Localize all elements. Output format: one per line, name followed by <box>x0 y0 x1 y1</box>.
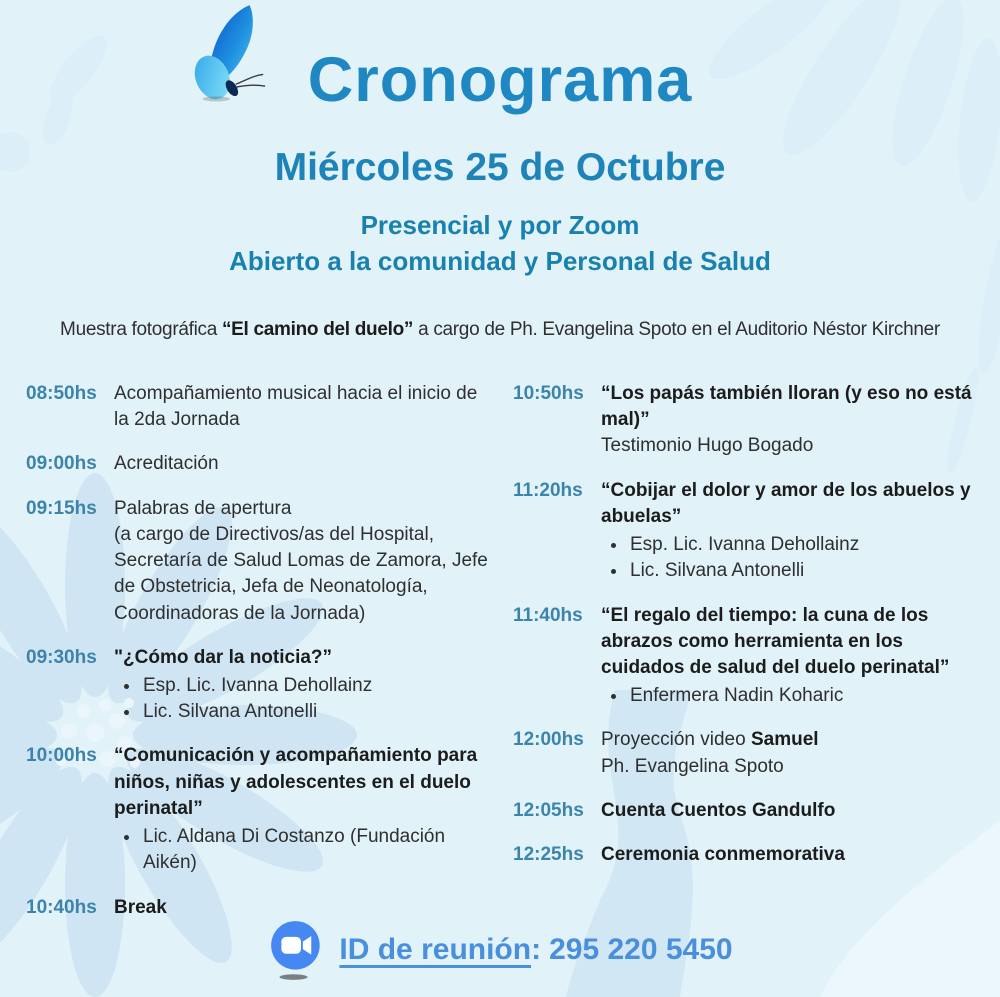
schedule-column-right <box>513 381 982 939</box>
event-speakers <box>628 683 982 709</box>
subtitle-modality: Presencial y por Zoom <box>360 210 640 240</box>
event-time: 12:25hs <box>513 844 584 866</box>
zoom-video-icon <box>267 917 323 983</box>
event-line: (a cargo de Directivos/as del Hospital, Secretaría de Salud Lomas de Zamora, Jefe de Obstetricia, Jefa de Neonatología, Coordinadoras de la Jornada) <box>114 523 488 624</box>
intro-prefix: Muestra fotográfica <box>60 319 222 340</box>
event-title-bold: “El regalo del tiempo: la cuna de los abrazos como herramienta en los cuidados de salud del duelo perinatal” <box>601 604 950 678</box>
event-title-bold: Ceremonia conmemorativa <box>601 844 845 866</box>
event-time: 10:00hs <box>26 745 97 767</box>
event-time: 10:50hs <box>513 383 584 404</box>
header <box>0 0 1000 277</box>
event-content <box>114 381 495 433</box>
butterfly-image <box>183 2 271 102</box>
event-main <box>114 451 495 477</box>
schedule-event <box>26 743 495 876</box>
schedule-event <box>26 496 495 627</box>
schedule-event <box>26 645 495 726</box>
speaker-item: • Lic. Silvana Antonelli <box>628 558 982 584</box>
event-title-bold: “Cobijar el dolor y amor de los abuelos y abuelas” <box>601 479 971 527</box>
event-content <box>114 743 495 876</box>
event-main <box>601 727 982 753</box>
event-main <box>601 603 982 682</box>
event-main <box>601 478 982 530</box>
event-title-bold: Samuel <box>750 729 819 751</box>
event-main <box>114 381 495 433</box>
page-title: Cronograma <box>307 45 693 115</box>
schedule-event <box>513 478 982 585</box>
speaker-item: • Lic. Aldana Di Costanzo (Fundación Aikén) <box>141 824 495 876</box>
event-content <box>114 496 495 627</box>
event-speakers <box>141 673 495 725</box>
event-main <box>114 496 495 522</box>
subtitle-audience: Abierto a la comunidad y Personal de Salud <box>229 246 771 276</box>
event-content <box>601 381 982 460</box>
intro-title-bold: “El camino del duelo” <box>221 319 414 340</box>
schedule-event <box>513 798 982 824</box>
speaker-item: • Esp. Lic. Ivanna Dehollainz <box>628 532 982 558</box>
event-time: 11:40hs <box>513 604 583 626</box>
event-content <box>601 842 982 868</box>
intro-line <box>0 319 1000 341</box>
schedule-event <box>513 381 982 460</box>
event-title-bold: “Los papás también lloran (y eso no está mal)” <box>601 383 972 431</box>
schedule-event <box>513 727 982 779</box>
event-title-bold: “Comunicación y acompañamiento para niños, niñas y adolescentes en el duelo perinatal” <box>114 745 478 819</box>
schedule <box>0 381 1000 939</box>
event-time: 10:40hs <box>26 896 97 918</box>
meeting-id-link[interactable]: ID de reunión <box>339 933 532 966</box>
event-main <box>601 798 982 824</box>
meeting-id-line <box>339 933 732 967</box>
intro-suffix: a cargo de Ph. Evangelina Spoto en el Auditorio Néstor Kirchner <box>413 319 940 340</box>
event-content <box>114 645 495 726</box>
event-main <box>114 743 495 822</box>
event-time: 09:15hs <box>26 497 97 519</box>
meeting-id-colon: : <box>531 933 542 966</box>
schedule-event <box>513 842 982 868</box>
event-content <box>601 603 982 710</box>
event-main <box>601 842 982 868</box>
schedule-event <box>513 603 982 710</box>
event-text: Proyección video <box>601 729 751 751</box>
event-content <box>601 727 982 779</box>
event-time: 09:30hs <box>26 646 97 668</box>
speaker-item: • Enfermera Nadin Koharic <box>628 683 982 709</box>
event-content <box>601 478 982 585</box>
schedule-column-left <box>26 381 495 939</box>
event-time: 11:20hs <box>513 479 583 501</box>
event-time: 08:50hs <box>26 383 97 404</box>
event-time: 12:05hs <box>513 799 584 821</box>
event-title-bold: "¿Cómo dar la noticia?” <box>114 646 333 668</box>
event-line: Ph. Evangelina Spoto <box>601 755 784 777</box>
speaker-item: • Esp. Lic. Ivanna Dehollainz <box>141 673 495 699</box>
event-title-bold: Break <box>114 896 167 918</box>
event-text: Palabras de apertura <box>114 497 292 519</box>
schedule-event <box>26 381 495 433</box>
meeting-id-value: 295 220 5450 <box>549 933 733 966</box>
event-date: Miércoles 25 de Octubre <box>274 146 726 189</box>
event-speakers <box>628 532 982 584</box>
event-main <box>114 645 495 671</box>
event-time: 12:00hs <box>513 729 584 751</box>
footer <box>267 917 732 983</box>
event-content <box>114 451 495 477</box>
event-content <box>601 798 982 824</box>
event-text: Acreditación <box>114 453 219 475</box>
event-time: 09:00hs <box>26 453 97 475</box>
event-title-bold: Cuenta Cuentos Gandulfo <box>601 799 836 821</box>
speaker-item: • Lic. Silvana Antonelli <box>141 699 495 725</box>
event-main <box>601 381 982 433</box>
event-text: Acompañamiento musical hacia el inicio de la 2da Jornada <box>114 383 478 431</box>
zoom-icon-shadow <box>280 974 308 980</box>
schedule-event <box>26 451 495 477</box>
event-line: Testimonio Hugo Bogado <box>601 435 814 457</box>
event-speakers <box>141 824 495 876</box>
